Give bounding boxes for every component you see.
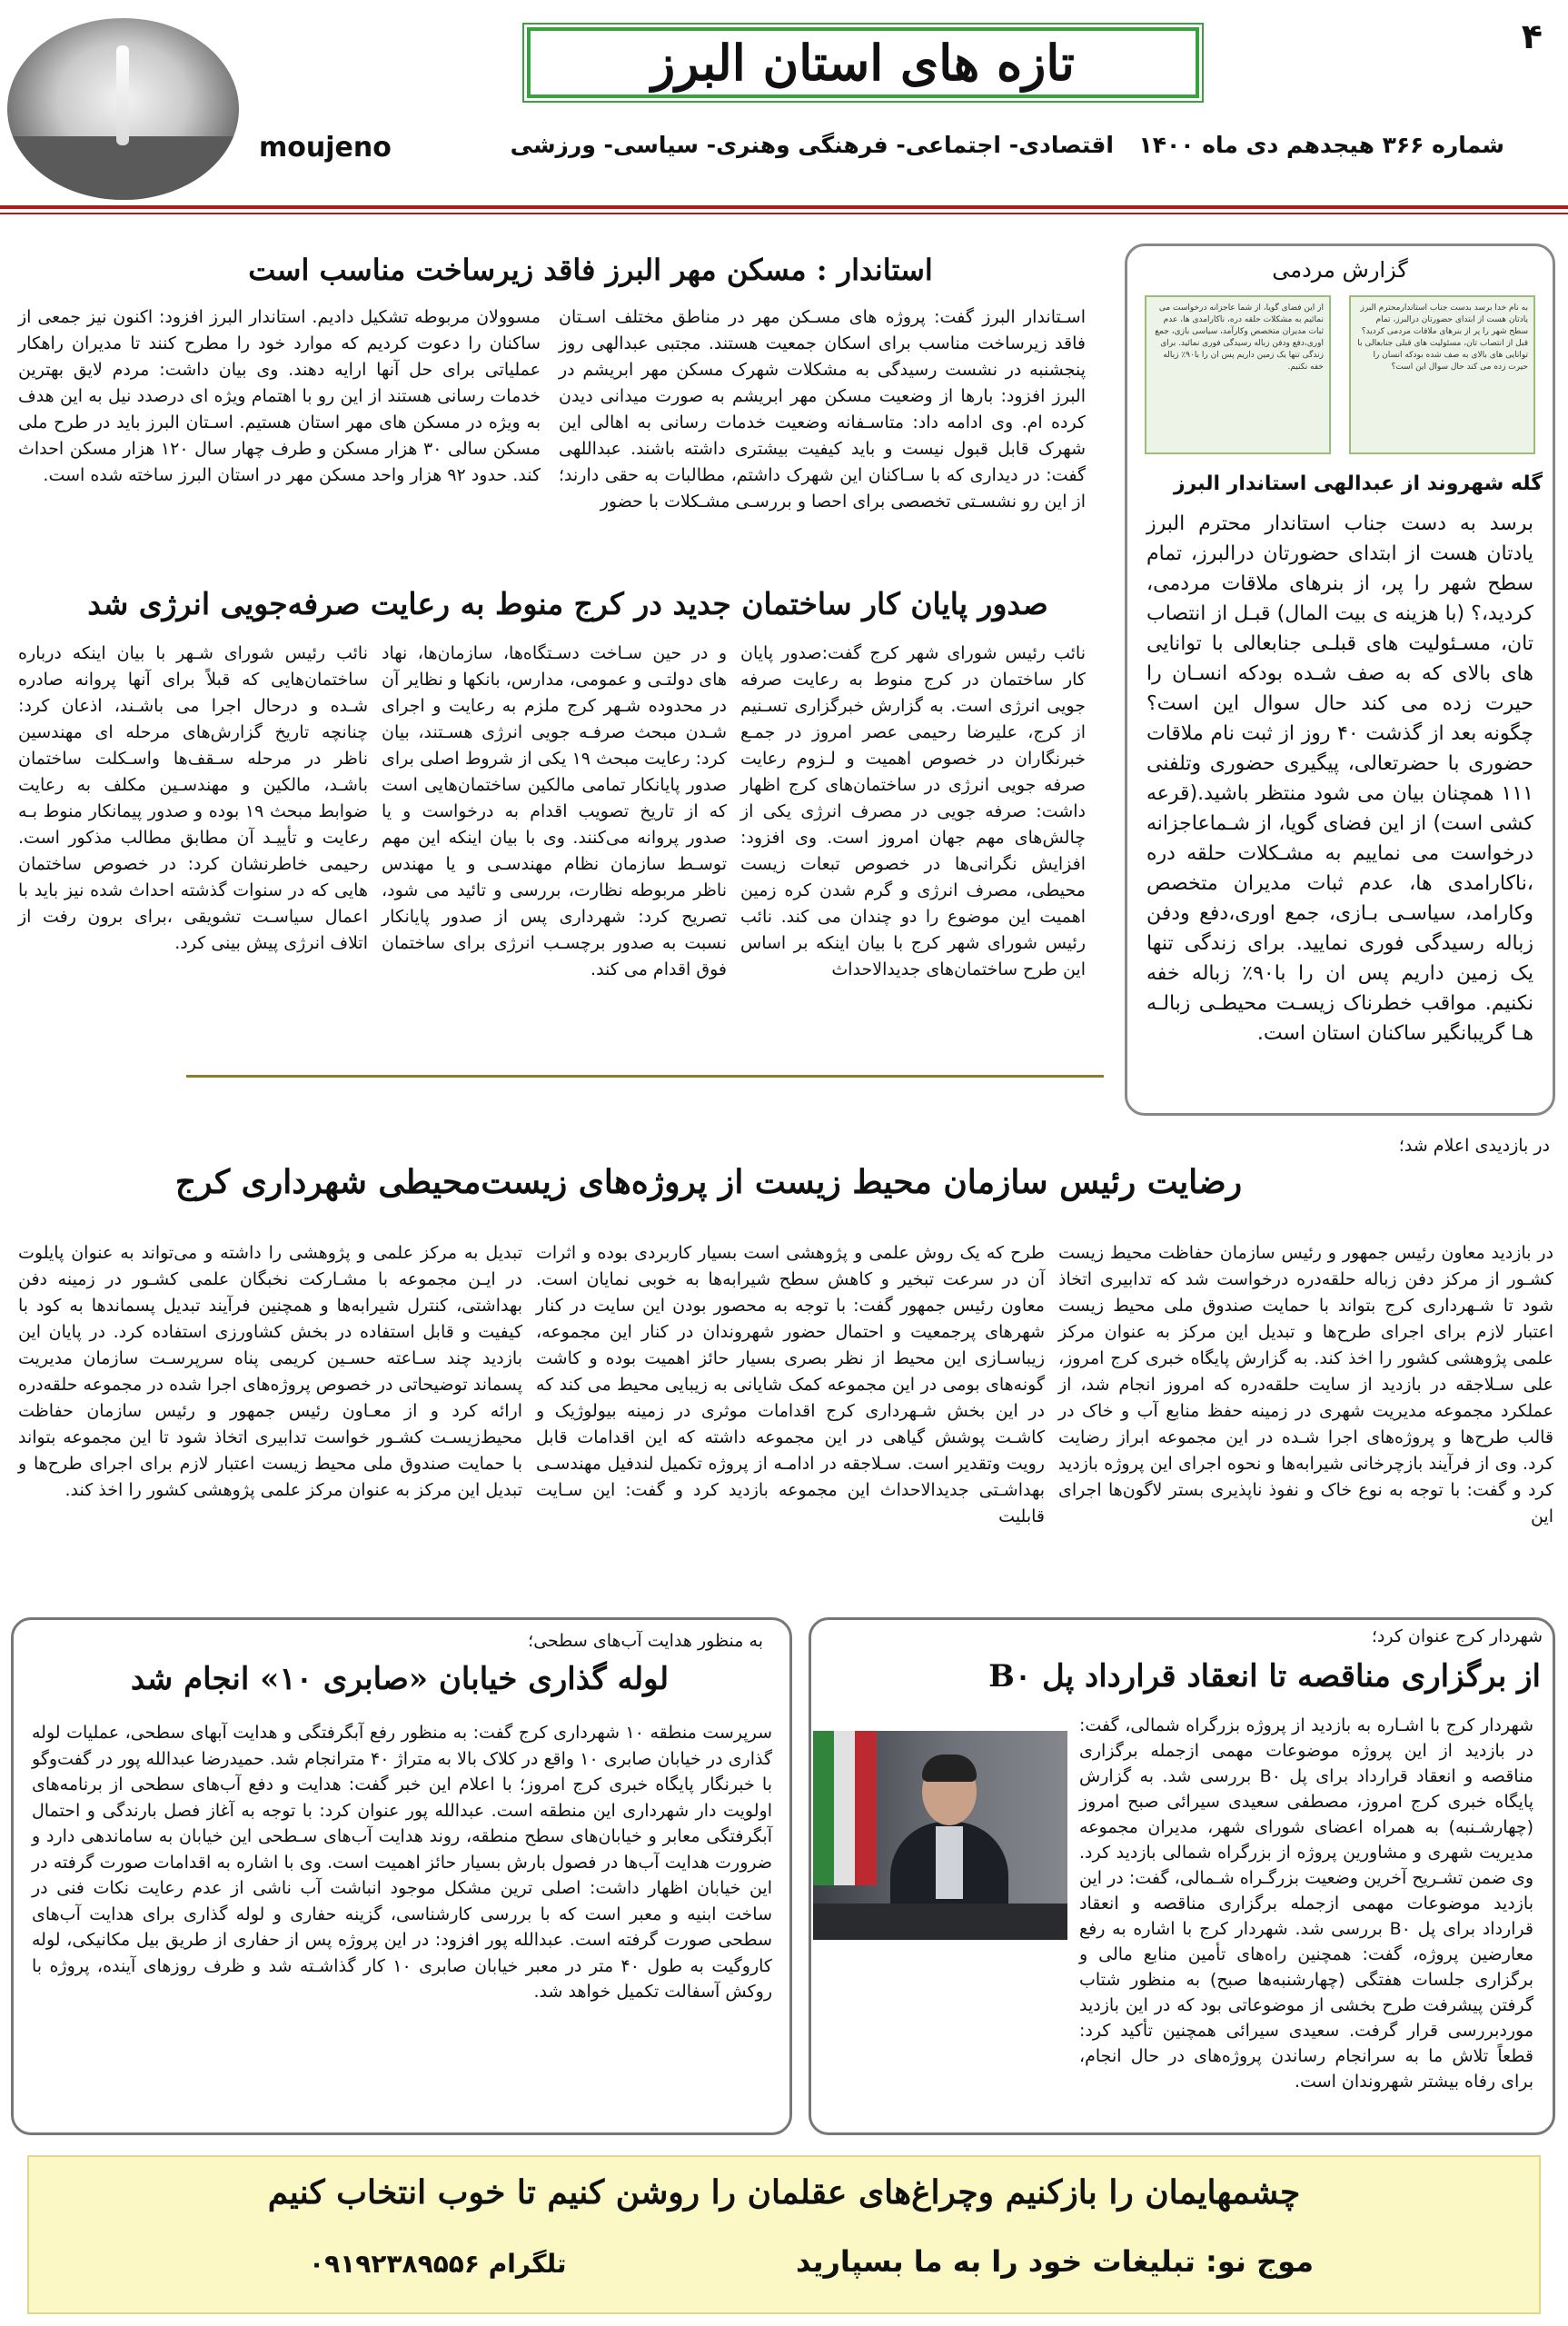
article3-headline: رضایت رئیس سازمان محیط زیست از پروژه‌های زیست‌محیطی شهرداری کرج: [174, 1163, 1243, 1201]
report-letter-images: [1145, 295, 1535, 454]
ad-telegram: تلگرام ۰۹۱۹۲۳۸۹۵۵۶: [309, 2249, 567, 2279]
article2-col2: و در حین سـاخت دسـتگاه‌ها، سازمان‌ها، نهاد های دولتـی و عمومی، مدارس، بانکها و نظایر آن در محدوده شـهر کرج ملزم به رعایت و اجرای شـدن مبحث صرفـه جویی انرژی هسـتند، بیان کرد: رعایت مبحث ۱۹ یکی از شروط اصلی برای صدور پایانکار تمامی مالکین ساختمان‌هایی است که از تاریخ تصویب اقدام به درخواست و یا صدور پروانه می‌کنند. وی با بیان اینکه این مهم توسـط سازمان نظام مهندسـی و یا مهندس ناظر مربوطه نظارت، بررسی و تائید می شود، تصریح کرد: شهرداری پس از صدور پایانکار نسبت به صدور برچسـب انرژی برای ساختمان فوق اقدام می کند.: [382, 643, 727, 979]
article3-col1: در بازدید معاون رئیس جمهور و رئیس سازمان حفاظت محیط زیست کشـور از مرکز دفن زباله حلقه‌دره درخواست شد که تدابیری اتخاذ شود تا شـهرداری کرج بتواند با حمایت صندوق ملی محیط زیست اعتبار لازم برای اجرای طرح‌ها و تبدیل این مرکز به عنوان مرکز علمی پژوهشی کشور را اخذ کند. به گزارش پایگاه خبری کرج امروز، علی سـلاجقه در بازدید از سایت حلقه‌دره که امروز انجام شد، از عملکرد مجموعه مدیریت شهری در زمینه حفظ منابع آب و خاک در قالب طرح‌ها و پروژه‌های اجرا شـده در این مجموعه ابراز رضایت کرد. وی از فرآیند بازچرخانی شیرابه‌ها و نحوه اجرای این پروژه بازدید کرد و گفت: با توجه به نوع خاک و نفوذ ناپذیری بستر لاگون‌ها اجرای این: [1058, 1243, 1553, 1526]
section-categories: اقتصادی- اجتماعی- فرهنگی وهنری- سیاسی- ورزشی: [510, 132, 1114, 158]
article5-body: سرپرست منطقه ۱۰ شهرداری کرج گفت: به منظور رفع آبگرفتگی و هدایت آبهای سطحی، عملیات لوله گذاری در خیابان صابری ۱۰ واقع در کلاک بالا به متراژ ۴۰ مترانجام شد. حمیدرضا عبدالله پور در گفت‌وگو با خبرنگار پایگاه خبری کرج امروز؛ با اعلام این خبر گفت: هدایت و دفع آب‌های سطحی از برنامه‌های اولویت دار شهرداری این منطقه است. عبدالله پور عنوان کرد: با توجه به آغاز فصل بارندگی و احتمال آبگرفتگی معابر و خیابان‌های سطح منطقه، روند هدایت آب‌های سـطحی این خیابان به ساماندهی دارد و ضرورت هدایت آب‌ها در فصول بارش بسیار حائز اهمیت است. وی با اشاره به اقدامات صورت گرفته در این خیابان اظهار داشت: اصلی ترین مشکل موجود انباشت آب ناشی از عدم رعایت نکات فنی در ساخت ابنیه و معبر است که با بررسی کارشناسی، گزینه حفاری و لوله گذاری برای هدایت آب‌های سطحی صورت گرفته است. عبدالله پور افزود: در این پروژه پس از حفاری از طریق بیل مکانیکی، لوله کاروگیت به طول ۴۰ متر در معبر خیابان صابری ۱۰ کار گذاشـته شد و ظرف روزهای آینده، پروژه با روکش آسفالت تکمیل خواهد شد.: [32, 1723, 773, 2002]
article3-col3: تبدیل به مرکز علمی و پژوهشی را داشته و می‌تواند به عنوان پایلوت در ایـن مجموعه با مشـارکت نخبگان علمی کشـور در زمینه دفن بهداشتی، کنترل شیرابه‌ها و همچنین فرآیند تبدیل پسماندها به کود با کیفیت و قابل استفاده در بخش کشاورزی استفاده کرد. در پایان این بازدید چند سـاعته حسـین کریمی پناه سرپرسـت سازمان مدیریت پسماند توضیحاتی در خصوص پروژه‌های اجرا شده در مجموعه حلقه‌دره ارائه کرد و از معـاون رئیس جمهور و رئیس سازمان حفاظت محیط‌زیسـت کشـور خواست تدابیری اتخاذ شود تا این مجموعه بتواند با حمایت صندوق ملی محیط زیست اعتبار لازم برای اجرای طرح‌ها و تبدیل این مرکز به عنوان مرکز علمی پژوهشی کشور را اخذ کند.: [18, 1243, 522, 1500]
masthead-title-frame: [527, 27, 1199, 98]
masthead: [0, 0, 1568, 227]
article2-headline: صدور پایان کار ساختمان جدید در کرج منوط به رعایت صرفه‌جویی انرژی شد: [87, 586, 1048, 621]
article5-kicker: به منظور هدایت آب‌های سطحی؛: [528, 1631, 763, 1651]
page-number: ۴: [1521, 16, 1543, 56]
issue-date: شماره ۳۶۶ هیجدهم دی ماه ۱۴۰۰: [1138, 132, 1504, 158]
site-name: moujeno: [259, 132, 392, 164]
mayor-portrait-photo: [813, 1731, 1067, 1940]
header-rule-thin: [0, 213, 1568, 214]
section-divider: [186, 1075, 1104, 1078]
article1-headline: استاندار : مسکن مهر البرز فاقد زیرساخت مناسب است: [248, 253, 933, 287]
letter-clip-right: به نام خدا برسد بدست جناب استاندارمحترم البرز یادتان هست از ابتدای حضورتان درالبرز، تمام سطح شهر را پر از بنرهای ملاقات مردمی کردید؟ قبل از انتصاب تان، مسئولیت های قبلی جنابعالی با توانایی های بالای به صف شده بودکه انسان را حیرت زده می کند حال سوال این است؟: [1349, 295, 1535, 454]
article3-col2: طرح که یک روش علمی و پژوهشی است بسیار کاربردی بوده و اثرات آن در سرعت تبخیر و کاهش سطح شیرابه‌ها به خوبی نمایان است. معاون رئیس جمهور گفت: با توجه به محصور بودن این سایت در کنار شهرهای پرجمعیت و احتمال حضور شهروندان در کنار این مجموعه، زیباسـازی این محیط از نظر بصری بسیار حائز اهمیت بوده و کاشت گونه‌های بومی در این مجموعه کمک شایانی به زیبایی محیط می کند که در این بخش شـهرداری کرج اقدامات موثری در زمینه بیولوژیک و کاشـت پوشش گیاهی در این مجموعه داشته که این اقدامات قابل رویت وتقدیر است. سـلاجقه در ادامـه از پروژه تکمیل لندفیل مهندسـی بهداشـتی جدیدالاحداث این مجموعه بازدید کرد و گفت: این سـایت قابلیت: [536, 1243, 1045, 1526]
article4-body: شهردار کرج با اشـاره به بازدید از پروژه بزرگراه شمالی، گفت: در بازدید از این پروژه موضوعات مهمی ازجمله برگزاری مناقصه و انعقاد قرارداد برای پل B۰ بررسی شد. به گزارش پایگاه خبری کرج امروز، مصطفی سعیدی سیرائی صبح امروز (چهارشـنبه) به همراه اعضای شورای شهر، مدیران مجموعه مدیریت شهری و مشاورین پروژه از بزرگراه شمالی بازدید کرد. وی ضمن تشـریح آخرین وضعیت بزرگـراه شـمالی، گفت: در این بازدید موضوعات مهمی ازجمله برگزاری مناقصه و انعقاد قرارداد برای پل B۰ بررسی شد. شهردار کرج با اشاره به رفع معارضین پروژه، گفت: همچنین راه‌های تأمین منابع مالی و برگزاری جلسات هفتگی (چهارشنبه‌ها صبح) به منظور شتاب گرفتن پیشرفت طرح بخشی از موضوعاتی بود که در این بازدید موردبررسی قرار گرفت. سعیدی سیرائی همچنین تأکید کرد: قطعاً تلاش ما به سرانجام رساندن پروژه‌های در حال انجام، برای رفاه بیشتر شهروندان است.: [1079, 1715, 1533, 2092]
report-headline: گله شهروند از عبدالهی استاندار البرز: [1173, 472, 1543, 495]
letter-clip-left: از این فضای گویا، از شما عاجزانه درخواست می نمائیم به مشکلات حلقه دره، ناکارامدی ها، عدم ثبات مدیران متخصص وکارآمد، سیاسی بازی، جمع اوری،دفع ودفن زباله رسیدگی فوری نمائید. برای زندگی تنها یک زمین داریم پس ان را با۹۰٪ زباله خفه نکنیم.: [1145, 295, 1331, 454]
article3-kicker: در بازدیدی اعلام شد؛: [1398, 1136, 1550, 1156]
article2-col1: نائب رئیس شورای شهر کرج گفت:صدور پایان کار ساختمان در کرج منوط به رعایت صرفه جویی انرژی است. به گزارش خبرگزاری تسـنیم از کرج، علیرضا رحیمی عصر امروز در جمـع خبرنگاران در خصوص اهمیت و لـزوم رعایت صرفه جویی انرژی در ساختمان‌های کرج اظهار داشت: صرفه جویی در مصرف انرژی یکی از چالش‌های مهم جهان امروز است. وی افزود: افزایش نگرانی‌ها در خصوص تبعات زیست محیطی، مصرف انرژی و گرم شدن کره زمین اهمیت این موضوع را دو چندان می کند. نائب رئیس شورای شهر کرج با بیان اینکه بر اساس این طرح ساختمان‌های جدیدالاحداث: [740, 643, 1086, 979]
report-box-title: گزارش مردمی: [1272, 257, 1408, 283]
ad-tagline: موج نو: تبلیغات خود را به ما بسپارید: [796, 2244, 1314, 2279]
article4-headline: از برگزاری مناقصه تا انعقاد قرارداد پل B۰: [988, 1658, 1541, 1695]
masthead-title: تازه های استان البرز: [651, 34, 1075, 92]
article1-col-left: مسوولان مربوطه تشکیل دادیم. استاندار البرز افزود: اکنون نیز جمعی از ساکنان را دعوت کردیم که موارد خود را مطرح کنند تا مدیران راهکار عملیاتی برای حل آنها ارایه دهند. وی بیان داشت: مردم لایق بهترین خدمات رسانی هستند از این رو با اهتمام ویژه ای درصدد نیل به این هدف به ویژه در مسکن های مهر استان هستیم. اسـتان البرز باید در طرح ملی مسکن سالی ۳۰ هزار مسکن و طرف چهار سال ۱۲۰ هزار مسکن احداث کند. حدود ۹۲ هزار واحد مسکن مهر در استان البرز ساخته شده است.: [18, 307, 541, 485]
article1-col-right: اسـتاندار البرز گفت: پروژه های مسـکن مهر در مناطق مختلف اسـتان فاقد زیرساخت مناسب برای اسکان جمعیت هستند. مجتبی عبدالهی روز پنجشنبه در نشست رسیدگی به مشکلات شهرک مسکن مهر ابریشم در البرز افزود: بارها از وضعیت مسکن مهر ابریشم به صورت میدانی دیدن کرده ام. وی ادامه داد: متاسـفانه وضعیت خدمات رسانی به اهالی این شهرک قابل قبول نیست و باید کیفیت بیشتری داشته باشند. عبداللهی گفت: در دیداری که با سـاکنان این شهرک داشتم، مطالبات به حقی دارند؛ از این رو نشسـتی تخصصی برای احصا و بررسـی مشـکلات با حضور: [559, 307, 1086, 512]
fountain-photo: [7, 18, 239, 200]
report-body: برسد به دست جناب استاندار محترم البرز یادتان هست از ابتدای حضورتان درالبرز، تمام سطح شهر را پر، از بنرهای ملاقات مردمی، کردید،؟ (با هزینه ی بیت المال) قبـل از انتصاب تان، مسـئولیت های قبلـی جنابعالی با توانایی های بالای که به صف شـده بودکه انسـان را حیرت زده می کند حال سوال این است؟ چگونه بعد از گذشت ۴۰ روز از ثبت نام ملاقات حضوری با حضرتعالی، پیگیری حضوری وتلفنی ۱۱۱ همچنان بیان می شود منتظر باشید.(قرعه کشی است) از این فضای گویا، از شـماعاجزانه درخواست می نماییم به مشـکلات حلقه دره ،ناکارامدی ها، عدم ثبات مدیران متخصص وکارامد، سیاسـی بـازی، جمع اوری،دفع ودفن زباله رسیدگی فوری نمایید. برای زندگی تنها یک زمین داریم پس ان را با۹۰٪ زباله خفه نکنیم. مواقب خطرناک زیسـت محیطـی زبالـه هـا گریبانگیر ساکنان استان است.: [1146, 512, 1533, 1045]
article2-col3: نائب رئیس شورای شـهر با بیان اینکه درباره ساختمان‌هایی که قبلاً برای آنها پروانه صادره شـده و درحال اجرا می باشـند، اذعان کرد: چنانچه تاریخ گزارش‌های مرحله ای مهندسین ناظر در مرحله سـقف‌ها واسـکلت ساختمان باشـد، مالکین و مهندسـین مکلف به رعایت ضوابط مبحث ۱۹ بوده و صدور پیمانکار منوط بـه رعایت و تأییـد آن مطابق مطالب مذکور است. رحیمی خاطرنشان کرد: در خصوص ساختمان هایی که در سنوات گذشته احداث شده نیز باید با اعمال سیاسـت تشویقی ،برای برون رفت از اتلاف انرژی پیش بینی کرد.: [18, 643, 368, 953]
article5-headline: لوله گذاری خیابان «صابری ۱۰» انجام شد: [130, 1661, 670, 1697]
ad-slogan: چشمهایمان را بازکنیم وچراغ‌های عقلمان را روشن کنیم تا خوب انتخاب کنیم: [267, 2173, 1301, 2212]
article4-kicker: شهردار کرج عنوان کرد؛: [1371, 1626, 1543, 1646]
header-rule: [0, 205, 1568, 209]
flag-icon: [813, 1731, 877, 1885]
